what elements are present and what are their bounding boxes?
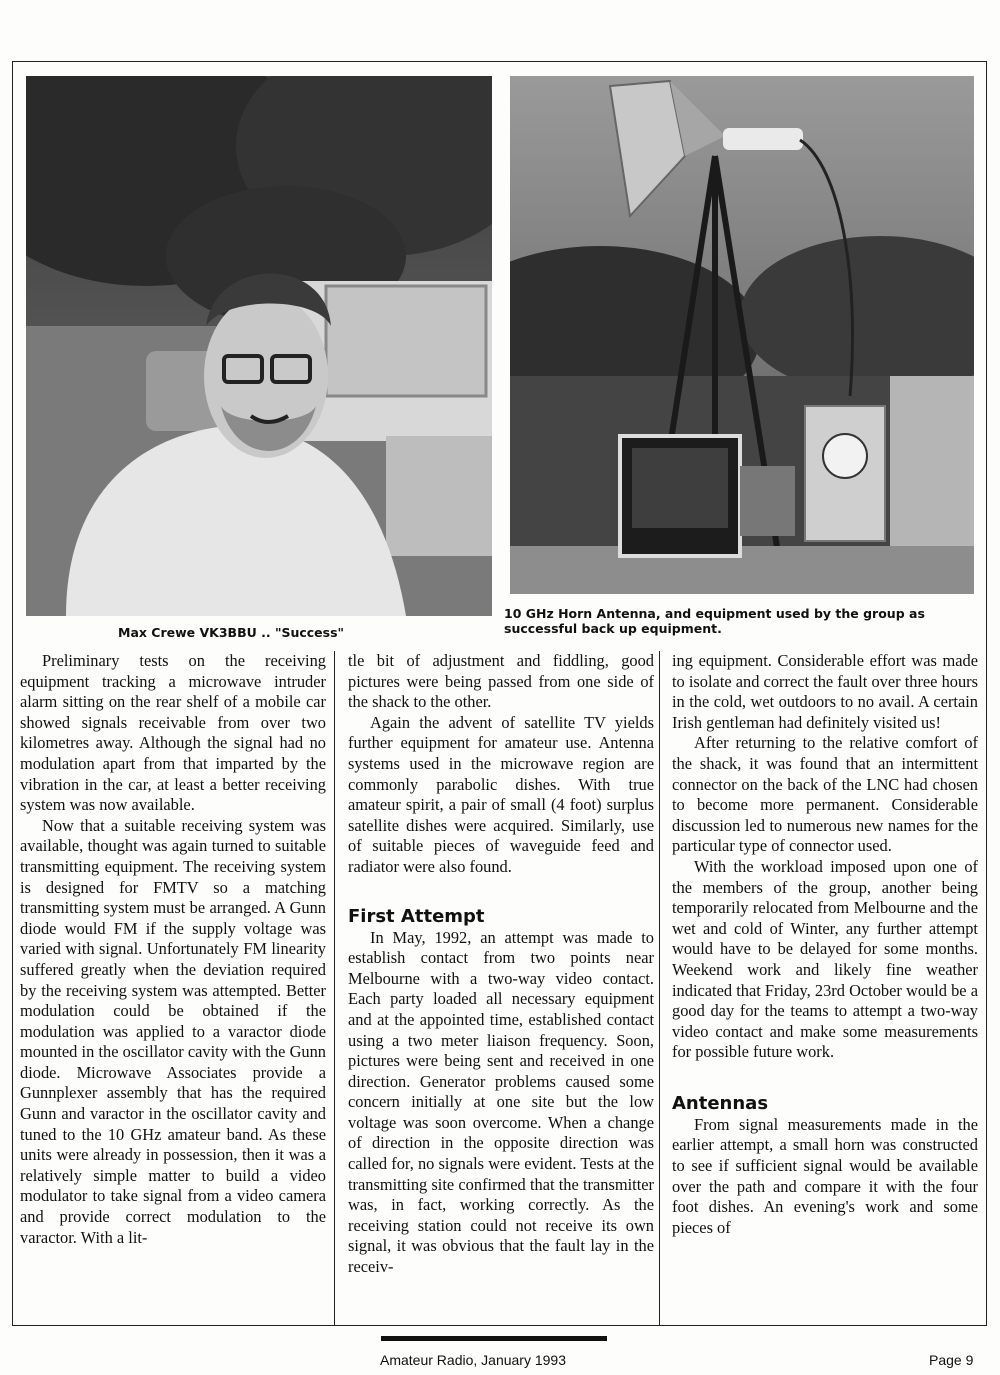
paragraph: With the workload imposed upon one of the members of the group, another being temporarily relocated from Melbourne and the wet and cold of Winter, any further attempt would have to be delayed for some months. Weekend work and likely fine weather indicated that Friday, 23rd October would be a good day for the teams to attempt a two-way video contact and make some measurements for possible future work.	[672, 856, 978, 1062]
paragraph: From signal measurements made in the earlier attempt, a small horn was constructed to see if sufficient signal would be available over the path and compare it with the four foot dishes. An evening's work and some pieces of	[672, 1114, 978, 1237]
paragraph: tle bit of adjustment and fiddling, good pictures were being passed from one side of the shack to the other.	[348, 651, 654, 712]
article-column-1	[20, 651, 326, 1248]
right-photo-caption: 10 GHz Horn Antenna, and equipment used by the group as successful back up equipment.	[504, 606, 925, 636]
article-column-2	[348, 651, 654, 1278]
footer-bar	[381, 1336, 607, 1341]
page-number: Page 9	[929, 1352, 974, 1368]
article-column-3	[672, 651, 978, 1238]
footer-publication: Amateur Radio, January 1993	[380, 1352, 566, 1368]
photo-max-crewe	[26, 76, 492, 616]
section-heading-first-attempt: First Attempt	[348, 905, 485, 927]
paragraph: ing equipment. Considerable effort was made to isolate and correct the fault over three hours in the cold, wet outdoors to no avail. A certain Irish gentleman had definitely visited us!	[672, 651, 978, 732]
paragraph: Again the advent of satellite TV yields further equipment for amateur use. Antenna systems used in the microwave region are commonly parabolic dishes. With true amateur spirit, a pair of small (4 foot) surplus satellite dishes were acquired. Similarly, use of suitable pieces of waveguide feed and radiator were also found.	[348, 712, 654, 876]
photo-horn-antenna	[510, 76, 974, 594]
section-heading-antennas: Antennas	[672, 1092, 769, 1114]
paragraph: Now that a suitable receiving system was available, thought was again turned to suitable transmitting equipment. The receiving system is designed for FMTV so a matching transmitting system must be arranged. A Gunn diode would FM if the supply voltage was varied with signal. Unfortunately FM linearity suffered greatly when the deviation required by the receiving system was attempted. Better modulation could be obtained if the modulation was applied to a varactor diode mounted in the oscillator cavity with the Gunn diode. Microwave Associates provide a Gunnplexer assembly that has the required Gunn and varactor in the oscillator cavity and tuned to the 10 GHz amateur band. As these units were already in possession, then it was a relatively simple matter to build a video modulator to take signal from a video camera and provide correct modulation to the varactor. With a lit-	[20, 815, 326, 1247]
paragraph: Preliminary tests on the receiving equipment tracking a microwave intruder alarm sitting on the rear shelf of a mobile car showed signals receivable from over two kilometres away. Although the signal had no modulation apart from that imparted by the vibration in the car, at least a better receiving system was now available.	[20, 651, 326, 815]
column-divider-1	[334, 651, 335, 1325]
column-divider-2	[659, 651, 660, 1325]
left-photo-caption: Max Crewe VK3BBU .. "Success"	[118, 625, 345, 640]
paragraph: After returning to the relative comfort of the shack, it was found that an intermittent connector on the back of the LNC had chosen to become more permanent. Considerable discussion led to numerous new names for the particular type of connector used.	[672, 733, 978, 856]
paragraph: In May, 1992, an attempt was made to establish contact from two points near Melbourne with a two-way video contact. Each party loaded all necessary equipment and at the appointed time, established contact using a two meter liaison frequency. Soon, pictures were being sent and received in one direction. Generator problems caused some concern initially at one site but the low voltage was soon overcome. When a change of direction in the opposite direction was called for, no signals were evident. Tests at the transmitting site confirmed that the transmitter was, in fact, working correctly. As the receiving station could not receive its own signal, it was obvious that the fault lay in the receiv-	[348, 927, 654, 1277]
